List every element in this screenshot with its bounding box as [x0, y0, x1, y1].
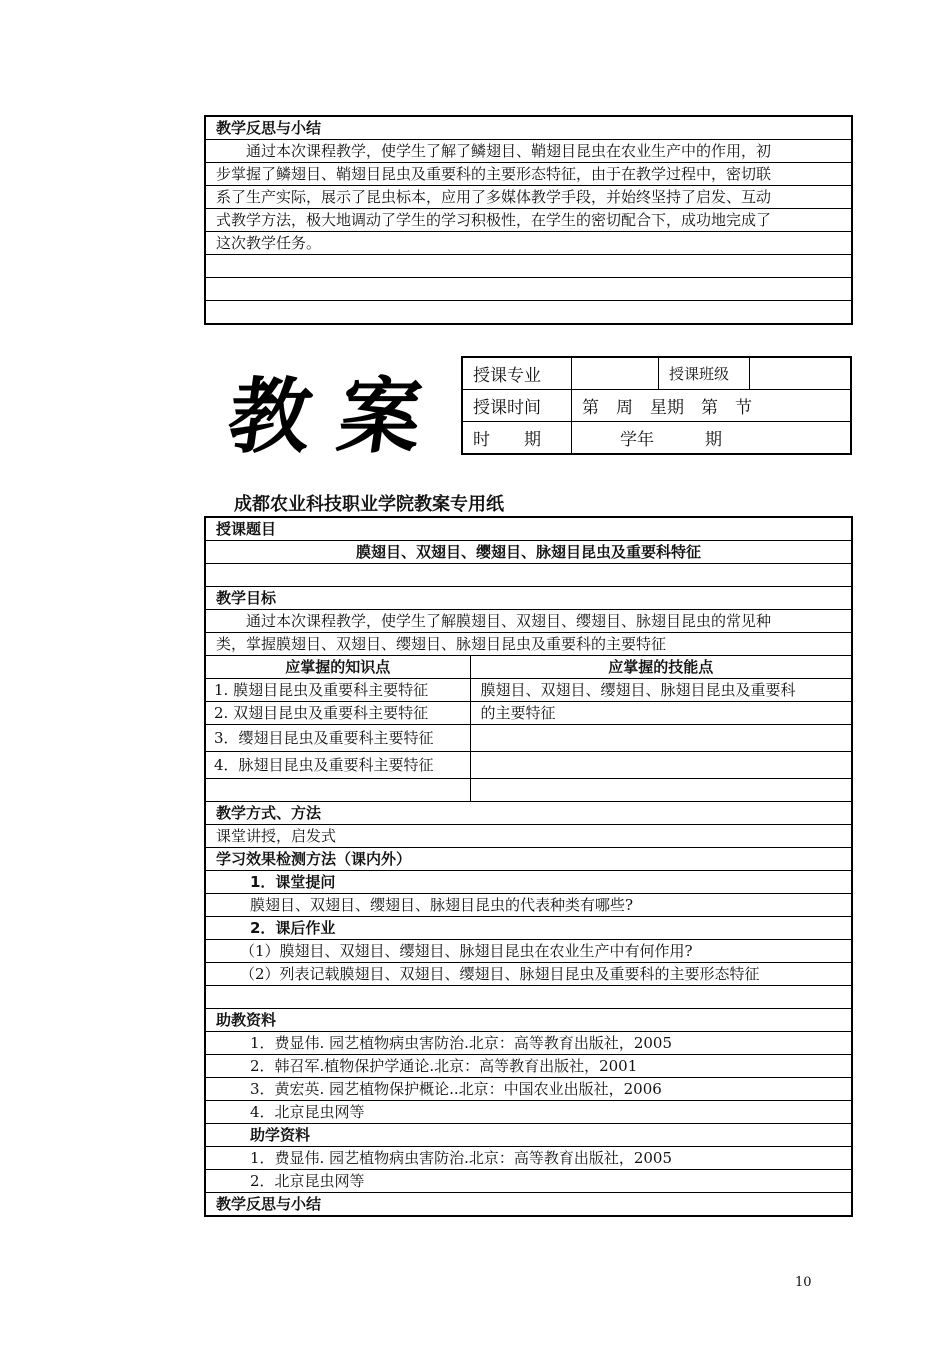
top-reflection-line-2: 步掌握了鳞翅目、鞘翅目昆虫及重要科的主要形态特征，由于在教学过程中，密切联 [205, 163, 852, 186]
homework-item-2: （2）列表记载膜翅目、双翅目、缨翅目、脉翅目昆虫及重要科的主要形态特征 [205, 963, 852, 986]
blank-row [205, 255, 852, 278]
knowledge-blank [205, 779, 470, 802]
check-label: 学习效果检测方法（课内外） [205, 848, 852, 871]
course-info-table [461, 356, 852, 455]
time-value: 第 周 星期 第 节 [572, 390, 852, 422]
top-reflection-line-5: 这次教学任务。 [205, 232, 852, 255]
goal-line-1: 通过本次课程教学，使学生了解膜翅目、双翅目、缨翅目、脉翅目昆虫的常见种 [205, 610, 852, 633]
top-reflection-line-3: 系了生产实际，展示了昆虫标本，应用了多媒体教学手段，并始终坚持了启发、互动 [205, 186, 852, 209]
method-label: 教学方式、方法 [205, 802, 852, 825]
top-reflection-line-1: 通过本次课程教学，使学生了解了鳞翅目、鞘翅目昆虫在农业生产中的作用，初 [205, 140, 852, 163]
period-value: 学年 期 [572, 422, 852, 455]
blank-row [205, 986, 852, 1009]
knowledge-item-4: 4．脉翅目昆虫及重要科主要特征 [205, 752, 470, 779]
question-label: 1．课堂提问 [205, 871, 852, 894]
study-aid-1: 1．费显伟. 园艺植物病虫害防治.北京：高等教育出版社，2005 [205, 1147, 852, 1170]
period-label: 时 期 [462, 422, 572, 455]
top-reflection-line-4: 式教学方法，极大地调动了学生的学习积极性，在学生的密切配合下，成功地完成了 [205, 209, 852, 232]
question-text: 膜翅目、双翅目、缨翅目、脉翅目昆虫的代表种类有哪些? [205, 894, 852, 917]
time-label: 授课时间 [462, 390, 572, 422]
skill-header: 应掌握的技能点 [470, 656, 852, 679]
homework-label: 2．课后作业 [205, 917, 852, 940]
class-value[interactable] [750, 357, 852, 390]
goal-label: 教学目标 [205, 587, 852, 610]
study-aids-label: 助学资料 [205, 1124, 852, 1147]
knowledge-item-2: 2. 双翅目昆虫及重要科主要特征 [205, 702, 470, 725]
skill-blank [470, 752, 852, 779]
blank-row [205, 278, 852, 301]
skill-blank [470, 779, 852, 802]
lesson-plan-table [204, 516, 853, 1217]
major-value[interactable] [572, 357, 659, 390]
class-label: 授课班级 [659, 357, 750, 390]
blank-row [205, 564, 852, 587]
topic-label: 授课题目 [205, 517, 852, 541]
skill-blank [470, 725, 852, 752]
reflection-label: 教学反思与小结 [205, 1193, 852, 1217]
skill-line-2: 的主要特征 [470, 702, 852, 725]
goal-line-2: 类，掌握膜翅目、双翅目、缨翅目、脉翅目昆虫及重要科的主要特征 [205, 633, 852, 656]
teaching-aid-3: 3．黄宏英. 园艺植物保护概论..北京：中国农业出版社，2006 [205, 1078, 852, 1101]
skill-line-1: 膜翅目、双翅目、缨翅目、脉翅目昆虫及重要科 [470, 679, 852, 702]
top-reflection-table [204, 115, 853, 325]
jiaoan-logo: 教案 [222, 369, 456, 465]
knowledge-header: 应掌握的知识点 [205, 656, 470, 679]
homework-item-1: （1）膜翅目、双翅目、缨翅目、脉翅目昆虫在农业生产中有何作用? [205, 940, 852, 963]
teaching-aids-label: 助教资料 [205, 1009, 852, 1032]
blank-row [205, 301, 852, 325]
teaching-aid-1: 1．费显伟. 园艺植物病虫害防治.北京：高等教育出版社，2005 [205, 1032, 852, 1055]
school-name: 成都农业科技职业学院教案专用纸 [234, 494, 504, 515]
major-label: 授课专业 [462, 357, 572, 390]
knowledge-item-1: 1. 膜翅目昆虫及重要科主要特征 [205, 679, 470, 702]
page-number: 10 [795, 1275, 812, 1290]
topic-title: 膜翅目、双翅目、缨翅目、脉翅目昆虫及重要科特征 [205, 541, 852, 564]
top-reflection-heading: 教学反思与小结 [205, 116, 852, 140]
method-text: 课堂讲授，启发式 [205, 825, 852, 848]
study-aid-2: 2．北京昆虫网等 [205, 1170, 852, 1193]
teaching-aid-2: 2．韩召军.植物保护学通论.北京：高等教育出版社，2001 [205, 1055, 852, 1078]
knowledge-item-3: 3．缨翅目昆虫及重要科主要特征 [205, 725, 470, 752]
teaching-aid-4: 4．北京昆虫网等 [205, 1101, 852, 1124]
